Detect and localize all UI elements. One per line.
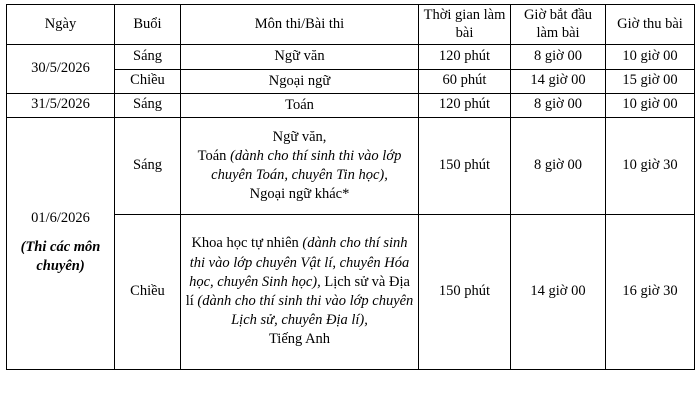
cell-end-time: 16 giờ 30 (606, 214, 695, 369)
cell-subject (181, 117, 419, 214)
cell-end-time: 10 giờ 00 (606, 93, 695, 117)
cell-duration: 60 phút (419, 69, 511, 93)
subject-line-italic: (dành cho thí sinh thi vào lớp chuyên Vật lí, chuyên Hóa học, chuyên Sinh học), (189, 235, 410, 290)
table-header-row (7, 5, 695, 45)
cell-subject (181, 69, 419, 93)
subject-line: Toán (197, 147, 231, 164)
cell-subject (181, 93, 419, 117)
cell-start-time: 14 giờ 00 (511, 214, 606, 369)
subject-line: Ngữ văn, (272, 128, 327, 145)
cell-duration: 120 phút (419, 45, 511, 69)
table-row (7, 117, 695, 214)
table-row (7, 93, 695, 117)
cell-date (7, 117, 115, 369)
cell-duration: 150 phút (419, 214, 511, 369)
column-header-subject: Môn thi/Bài thi (181, 5, 419, 45)
cell-start-time: 8 giờ 00 (511, 117, 606, 214)
subject-line: Ngữ văn (274, 48, 325, 65)
cell-duration: 120 phút (419, 93, 511, 117)
cell-date: 31/5/2026 (7, 93, 115, 117)
cell-shift: Sáng (115, 45, 181, 69)
cell-end-time: 15 giờ 00 (606, 69, 695, 93)
column-header-date: Ngày (7, 5, 115, 45)
subject-line: Khoa học tự nhiên (191, 235, 303, 252)
table-body (7, 45, 695, 369)
column-header-start-time: Giờ bắt đầu làm bài (511, 5, 606, 45)
subject-line: Ngoại ngữ khác* (249, 185, 350, 202)
date-note: (Thi các môn chuyên) (20, 238, 101, 275)
cell-end-time: 10 giờ 30 (606, 117, 695, 214)
subject-line: Ngoại ngữ (268, 72, 331, 89)
subject-line: Toán (285, 96, 314, 113)
subject-line: Tiếng Anh (268, 331, 331, 347)
subject-line: Lịch sử và Địa lí (185, 273, 410, 309)
subject-line-italic: (dành cho thí sinh thi vào lớp chuyên Lịch sử, chuyên Địa lí), (197, 292, 414, 328)
column-header-duration: Thời gian làm bài (419, 5, 511, 45)
column-header-shift: Buổi (115, 5, 181, 45)
cell-subject (181, 45, 419, 69)
subject-line-italic: (dành cho thí sinh thi vào lớp chuyên Toán, chuyên Tin học), (211, 147, 402, 183)
column-header-end-time: Giờ thu bài (606, 5, 695, 45)
cell-start-time: 14 giờ 00 (511, 69, 606, 93)
table-header (7, 5, 695, 45)
cell-shift: Sáng (115, 93, 181, 117)
exam-schedule-table (6, 4, 695, 370)
cell-date: 30/5/2026 (7, 45, 115, 93)
table-row (7, 45, 695, 69)
cell-shift: Chiều (115, 214, 181, 369)
cell-duration: 150 phút (419, 117, 511, 214)
cell-shift: Sáng (115, 117, 181, 214)
cell-shift: Chiều (115, 69, 181, 93)
cell-start-time: 8 giờ 00 (511, 93, 606, 117)
cell-subject (181, 214, 419, 369)
cell-start-time: 8 giờ 00 (511, 45, 606, 69)
cell-end-time: 10 giờ 00 (606, 45, 695, 69)
date-value: 01/6/2026 (31, 209, 90, 226)
